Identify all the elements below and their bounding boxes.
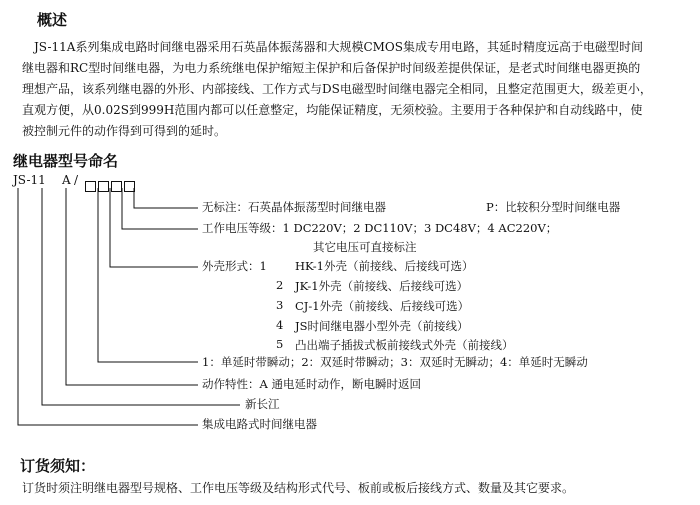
label-shell-5-num: 5 bbox=[276, 337, 284, 351]
overview-line-3: 理想产品，该系列继电器的外形、内部接线、工作方式与DS电磁型时间继电器完全相同，且整定范围更大，级差更小， bbox=[22, 82, 652, 96]
label-voltage-note: 其它电压可直接标注 bbox=[313, 240, 417, 254]
code-slash: / bbox=[74, 173, 79, 187]
label-shell-4: JS时间继电器小型外壳（前接线） bbox=[295, 319, 469, 333]
overview-line-4: 直观方便，从0.02S到999H范围内都可以任意整定，均能保证精度，无须校验。主要用于各种保护和自动线路中，使 bbox=[22, 103, 643, 117]
label-shell-5: 凸出端子插拔式板前接线式外壳（前接线） bbox=[295, 338, 514, 352]
overview-line-1: JS-11A系列集成电路时间继电器采用石英晶体振荡器和大规模CMOS集成专用电路，其延时精度远高于电磁型时间 bbox=[34, 40, 643, 54]
label-product: 集成电路式时间继电器 bbox=[202, 417, 317, 431]
ordering-title: 订货须知： bbox=[20, 457, 96, 475]
label-action: 动作特性：A 通电延时动作，断电瞬时返回 bbox=[202, 377, 421, 391]
label-voltage: 工作电压等级：1 DC220V；2 DC110V；3 DC48V；4 AC220V； bbox=[202, 221, 558, 235]
overview-line-2: 继电器和RC型时间继电器，为电力系统继电保护缩短主保护和后备保护时间级差提供保证，是老式时间继电器更换的 bbox=[22, 61, 641, 75]
label-p-mark: P：比较积分型时间继电器 bbox=[486, 200, 621, 214]
label-shell-2-num: 2 bbox=[276, 278, 284, 292]
label-shell-title: 外壳形式：1 bbox=[202, 259, 267, 273]
overview-title: 概述 bbox=[37, 11, 68, 29]
code-a: A bbox=[62, 173, 71, 187]
label-shell-3-num: 3 bbox=[276, 298, 284, 312]
label-delay-mode: 1：单延时带瞬动；2：双延时带瞬动；3：双延时无瞬动；4：单延时无瞬动 bbox=[202, 355, 588, 369]
label-shell-3: CJ-1外壳（前接线、后接线可选） bbox=[295, 299, 470, 313]
code-prefix: JS-11 bbox=[13, 173, 46, 187]
label-no-mark: 无标注：石英晶体振荡型时间继电器 bbox=[202, 200, 386, 214]
label-shell-1: HK-1外壳（前接线、后接线可选） bbox=[295, 259, 474, 273]
label-series: 新长江 bbox=[245, 397, 280, 411]
naming-title: 继电器型号命名 bbox=[13, 152, 119, 170]
label-shell-2: JK-1外壳（前接线、后接线可选） bbox=[295, 279, 469, 293]
ordering-text: 订货时须注明继电器型号规格、工作电压等级及结构形式代号、板前或板后接线方式、数量及其它要求。 bbox=[22, 481, 575, 495]
label-shell-4-num: 4 bbox=[276, 318, 284, 332]
overview-line-5: 被控制元件的动作得到可得到的延时。 bbox=[22, 124, 227, 138]
